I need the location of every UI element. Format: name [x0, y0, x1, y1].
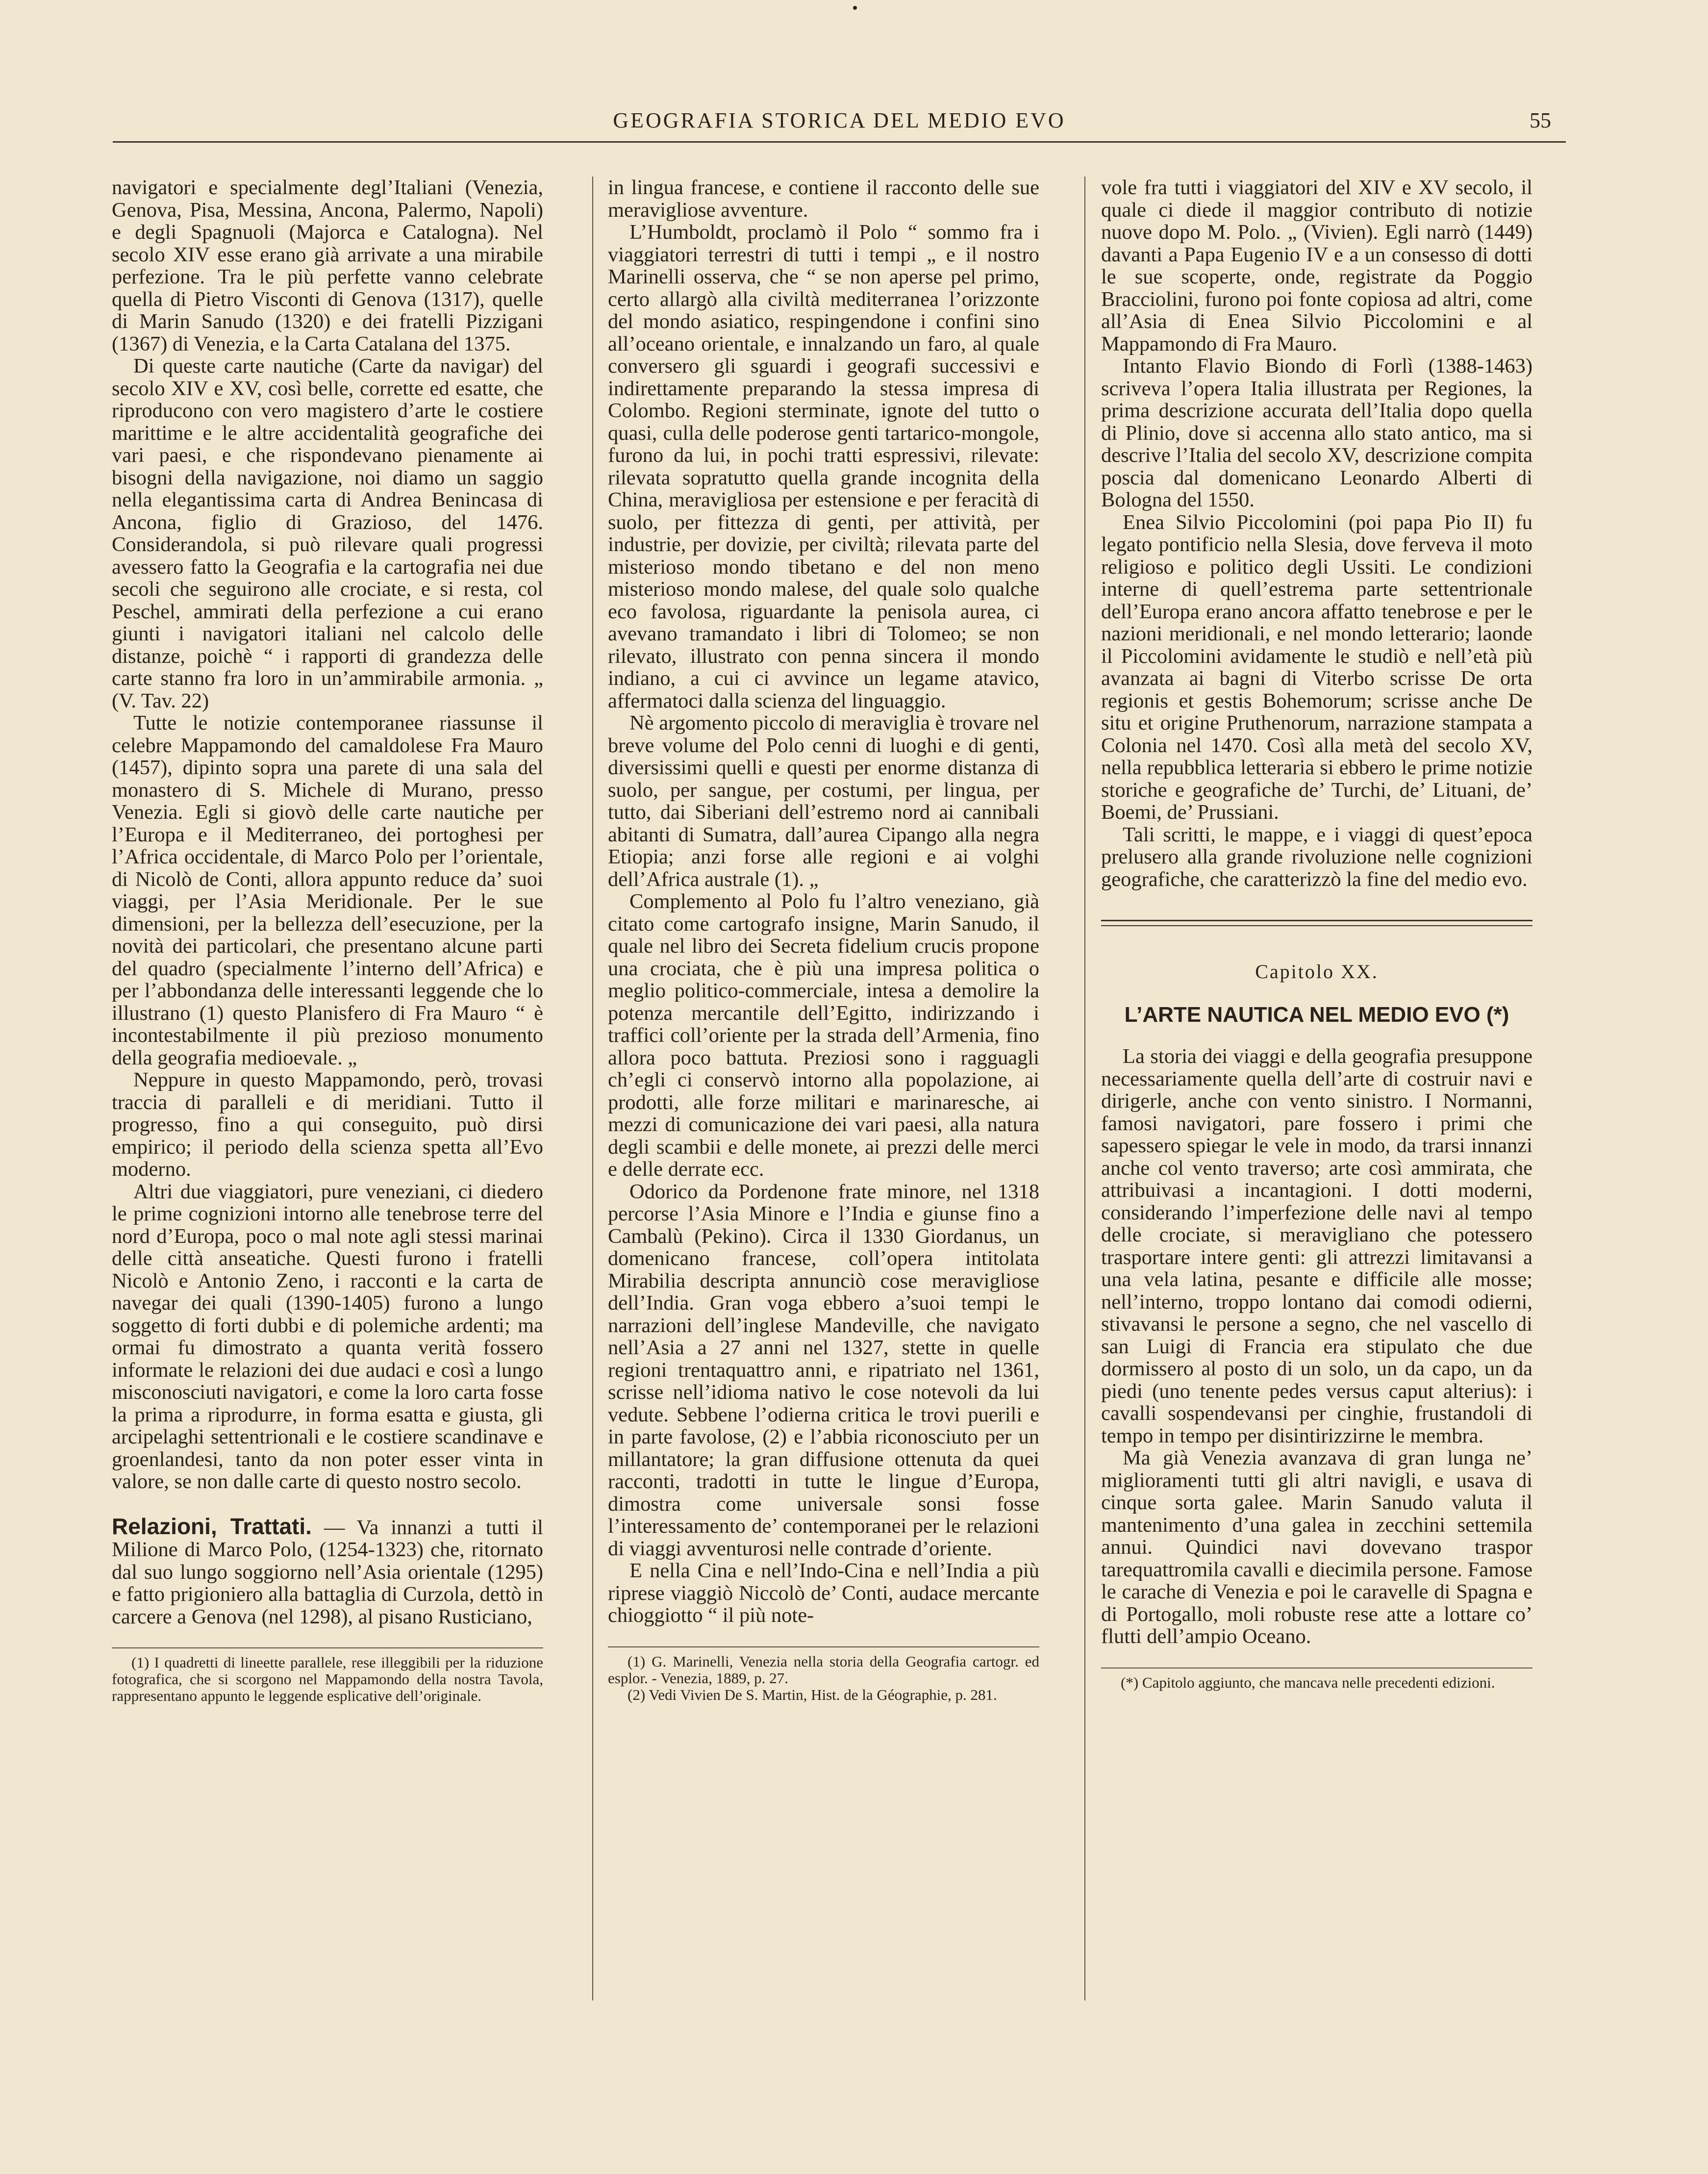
- footnote: (*) Capitolo aggiunto, che mancava nelle precedenti edizioni.: [1121, 1673, 1495, 1691]
- header-rule: [113, 141, 1566, 143]
- paragraph: Odorico da Pordenone frate minore, nel 1318 percorse l’Asia Minore e l’India e giunse fino a Cambalù (Pekino). Circa il 1330 Giordanus, un domenicano francese, coll’opera intitolata Mirabilia descripta annunciò cose meravigliose dell’India. Gran voga ebbero a’suoi tempi le narrazioni dell’inglese Mandeville, che navigato nell’Asia a 27 anni nel 1327, stette in quelle regioni trentaquattro anni, e ripatriato nel 1361, scrisse nell’idioma nativo le cose notevoli da lui vedute. Sebbene l’odierna critica le trovi puerili e in parte favolose, (2) e l’abbia riconosciuto per un millantatore; la gran diffusione ottenuta da quei racconti, tradotti in tutte le lingue d’Europa, dimostra come universale sonsi fosse l’interessamento de’ contemporanei per le relazioni di viaggi avventurosi nelle contrade d’oriente.: [608, 1180, 1039, 1560]
- column-divider: [592, 177, 593, 2000]
- running-head: [113, 98, 1566, 137]
- column-left: [112, 177, 543, 1704]
- paragraph: Neppure in questo Mappamondo, però, trovasi traccia di paralleli e di meridiani. Tutto il progresso, fino a qui conseguito, può dirsi empirico; il periodo della scienza spetta all’Evo moderno.: [112, 1068, 543, 1181]
- footnote: (1) I quadretti di lineette parallele, rese illeggibili per la riduzione fotografica, che si scorgono nel Mappamondo della nostra Tavola, rappresentano appunto le leggende esplicative dell’originale.: [112, 1654, 543, 1704]
- footnote-rule: [608, 1646, 1039, 1647]
- section-heading: Relazioni, Trattati.: [112, 1513, 312, 1539]
- section-paragraph: [112, 1513, 543, 1628]
- paragraph: vole fra tutti i viaggiatori del XIV e XV secolo, il quale ci diede il maggior contributo di notizie nuove dopo M. Polo. „ (Vivien). Egli narrò (1449) davanti a Papa Eugenio IV e a un consesso di dotti le sue scoperte, onde, registrate da Poggio Bracciolini, furono poi fonte copiosa ad altri, come all’Asia di Enea Silvio Piccolomini e al Mappamondo di Fra Mauro.: [1101, 176, 1532, 355]
- paragraph: La storia dei viaggi e della geografia presuppone necessariamente quella dell’arte di costruir navi e dirigerle, anche con vento sinistro. I Normanni, famosi navigatori, pare fossero i primi che sapessero spiegar le vele in modo, da trarsi innanzi anche col vento traverso; arte così ammirata, che attribuivasi a incantagioni. I dotti moderni, considerando l’imperfezione delle navi al tempo delle crociate, si meravigliano che potessero trasportare intere genti: gli attrezzi limitavansi a una vela latina, pesante e difficile alle mosse; nell’interno, troppo lontano dai comodi odierni, stivavansi le persone a segno, che nel vascello di san Luigi di Francia era stipulato che due dormissero al posto di un solo, un da capo, un da piedi (uno tenente pedes versus caput alterius): i cavalli sospendevansi per cinghie, frustandoli di tempo in tempo per disintirizzirne le membra.: [1101, 1045, 1532, 1447]
- paragraph: Tutte le notizie contemporanee riassunse il celebre Mappamondo del camaldolese Fra Mauro (1457), dipinto sopra una parete di una sala del monastero di S. Michele di Murano, presso Venezia. Egli si giovò delle carte nautiche per l’Europa e il Mediterraneo, dei portoghesi per l’Africa occidentale, di Marco Polo per l’orientale, di Nicolò de Conti, allora appunto reduce da’ suoi viaggi, per l’Asia Meridionale. Per le sue dimensioni, per la bellezza dell’esecuzione, per la novità dei particolari, che presentano alcune parti del quadro (specialmente l’interno dell’Africa) e per l’abbondanza delle interessanti leggende che lo illustrano (1) questo Planisfero di Fra Mauro “ è incontestabilmente il più prezioso monumento della geografia medioevale. „: [112, 711, 543, 1069]
- chapter-number: Capitolo XX.: [1255, 961, 1379, 983]
- paragraph: Nè argomento piccolo di meraviglia è trovare nel breve volume del Polo cenni di luoghi e di genti, diversissimi quelli e questi per enorme distanza di suolo, per sangue, per costumi, per lingua, per tutto, dai Siberiani dell’estremo nord ai cannibali abitanti di Sumatra, dall’aurea Cipango alla negra Etiopia; anzi forse alle regioni e ai volghi dell’Africa australe (1). „: [608, 711, 1039, 891]
- paragraph: Enea Silvio Piccolomini (poi papa Pio II) fu legato pontificio nella Slesia, dove ferveva il moto religioso e politico degli Ussiti. Le condizioni interne di quell’estrema parte settentrionale dell’Europa erano ancora affatto tenebrose e per le nazioni meridionali, e nel mondo letterario; laonde il Piccolomini avidamente le studiò e nell’età più avanzata ai bagni di Viterbo scrisse De orta regionis et gestis Bohemorum; scrisse anche De situ et origine Pruthenorum, narrazione stampata a Colonia nel 1470. Così alla metà del secolo XV, nella repubblica letteraria si ebbero le prime notizie storiche e geografiche de’ Turchi, de’ Lituani, de’ Boemi, de’ Prussiani.: [1101, 510, 1532, 824]
- paragraph: Ma già Venezia avanzava di gran lunga ne’ miglioramenti tutti gli altri navigli, e usava di cinque sorta galee. Marin Sanudo valuta il mantenimento d’una galea in zecchini settemila annui. Quindici navi dovevano traspor tarequattromila cavalli e diecimila persone. Famose le carache di Venezia e poi le caravelle di Spagna e di Portogallo, moli robuste rese atte a lottare co’ flutti dell’ampio Oceano.: [1101, 1446, 1532, 1648]
- chapter-separator: [1101, 920, 1532, 926]
- chapter-title: L’ARTE NAUTICA NEL MEDIO EVO (*): [1124, 1002, 1509, 1027]
- footnotes: [608, 1653, 1039, 1703]
- paragraph: Altri due viaggiatori, pure veneziani, ci diedero le prime cognizioni intorno alle tenebrose terre del nord d’Europa, poco o mal note agli stessi marinai delle città anseatiche. Questi furono i fratelli Nicolò e Antonio Zeno, i racconti e la carta de navegar dei quali (1390-1405) furono a lungo soggetto di forti dubbi e di polemiche ardenti; ma ormai fu dimostrato a quanta verità fossero informate le relazioni dei due audaci e così a lungo misconosciuti navigatori, e come la loro carta fosse la prima a riprodurre, in forma esatta e giusta, gli arcipelaghi settentrionali e le costiere scandinave e groenlandesi, tanto da non poter esser vinta in valore, se non dalle carte di questo nostro secolo.: [112, 1180, 543, 1493]
- footnotes: [1101, 1674, 1532, 1691]
- section-text: — Va innanzi a tutti il Milione di Marco Polo, (1254-1323) che, ritornato dal suo lungo soggiorno nell’Asia orientale (1295) e fatto prigioniero alla battaglia di Curzola, dettò in carcere a Genova (nel 1298), al pisano Rusticiano,: [112, 1516, 543, 1628]
- paragraph: Tali scritti, le mappe, e i viaggi di quest’epoca prelusero alla grande rivoluzione nelle cognizioni geografiche, che caratterizzò la fine del medio evo.: [1101, 823, 1532, 891]
- footnote-rule: [112, 1647, 543, 1648]
- footnotes: [112, 1654, 543, 1704]
- paragraph: Di queste carte nautiche (Carte da navigar) del secolo XIV e XV, così belle, corrette ed esatte, che riproducono con vero magistero d’arte le costiere marittime e le altre accidentalità geografiche dei vari paesi, e che rispondevano pienamente ai bisogni della navigazione, noi diamo un saggio nella elegantissima carta di Andrea Benincasa di Ancona, figlio di Grazioso, del 1476. Considerandola, si può rilevare quali progressi avessero fatto la Geografia e la cartografia nei due secoli che seguirono alle crociate, e si resta, col Peschel, ammirati della perfezione a cui erano giunti i navigatori italiani nel calcolo delle distanze, poichè “ i rapporti di grandezza delle carte stanno fra loro in un’ammirabile armonia. „ (V. Tav. 22): [112, 354, 543, 712]
- paragraph: L’Humboldt, proclamò il Polo “ sommo fra i viaggiatori terrestri di tutti i tempi „ e il nostro Marinelli osserva, che “ se non aperse pel primo, certo allargò alla civiltà mediterranea l’orizzonte del mondo asiatico, respingendone i confini sino all’oceano orientale, e innalzando un faro, al quale conversero gli sguardi i geografi successivi e indirettamente preparando la stessa impresa di Colombo. Regioni sterminate, ignote del tutto o quasi, culla delle poderose genti tartarico-mongole, furono da lui, in pochi tratti espressivi, rilevate: rilevata sopratutto quella grande incognita della China, meravigliosa per estensione e per feracità di suolo, per fittezza di genti, per attività, per industrie, per dovizie, per civiltà; rilevata parte del misterioso mondo tibetano e del non meno misterioso mondo malese, del quale solo qualche eco favolosa, riguardante la penisola aurea, ci avevano tramandato i libri di Tolomeo; se non rilevato, illustrato con penna sincera il mondo indiano, a cui ci avvince un legame atavico, affermatoci dalla scienza del linguaggio.: [608, 221, 1039, 712]
- column-right: [1101, 177, 1532, 1691]
- paragraph: Intanto Flavio Biondo di Forlì (1388-1463) scriveva l’opera Italia illustrata per Regiones, la prima descrizione accurata dell’Italia dopo quella di Plinio, dove si accenna allo stato antico, ma si descrive l’Italia del secolo XV, descrizione compita poscia dal domenicano Leonardo Alberti di Bologna del 1550.: [1101, 354, 1532, 511]
- footnote: (1) G. Marinelli, Venezia nella storia della Geografia cartogr. ed esplor. - Venezia, 1889, p. 27.: [608, 1652, 1039, 1687]
- column-divider: [1084, 177, 1085, 2000]
- paragraph: in lingua francese, e contiene il racconto delle sue meravigliose avventure.: [608, 176, 1039, 222]
- column-middle: [608, 177, 1039, 1703]
- running-title: GEOGRAFIA STORICA DEL MEDIO EVO: [613, 108, 1066, 132]
- paragraph: navigatori e specialmente degl’Italiani (Venezia, Genova, Pisa, Messina, Ancona, Palermo, Napoli) e degli Spagnuoli (Majorca e Catalogna). Nel secolo XIV esse erano già arrivate a una mirabile perfezione. Tra le più perfette vanno celebrate quella di Pietro Visconti di Genova (1317), quelle di Marin Sanudo (1320) e dei fratelli Pizzigani (1367) di Venezia, e la Carta Catalana del 1375.: [112, 176, 543, 355]
- ink-speck: [853, 6, 857, 10]
- footnote: (2) Vedi Vivien De S. Martin, Hist. de la Géographie, p. 281.: [628, 1686, 997, 1703]
- paragraph: E nella Cina e nell’Indo-Cina e nell’India a più riprese viaggiò Niccolò de’ Conti, audace mercante chioggiotto “ il più note-: [608, 1559, 1039, 1627]
- paragraph: Complemento al Polo fu l’altro veneziano, già citato come cartografo insigne, Marin Sanudo, il quale nel libro dei Secreta fidelium crucis propone una crociata, che è più una impresa politica o meglio politico-commerciale, intesa a demolire la potenza mercantile dell’Egitto, indirizzando i traffici coll’oriente per la strada dell’Armenia, fino allora poco battuta. Preziosi sono i ragguagli ch’egli ci conservò intorno alla popolazione, ai prodotti, alle forze militari e marinaresche, ai mezzi di comunicazione dei vari paesi, alla natura degli scambii e delle monete, ai prezzi delle merci e delle derrate ecc.: [608, 890, 1039, 1181]
- page-number: 55: [1530, 108, 1551, 132]
